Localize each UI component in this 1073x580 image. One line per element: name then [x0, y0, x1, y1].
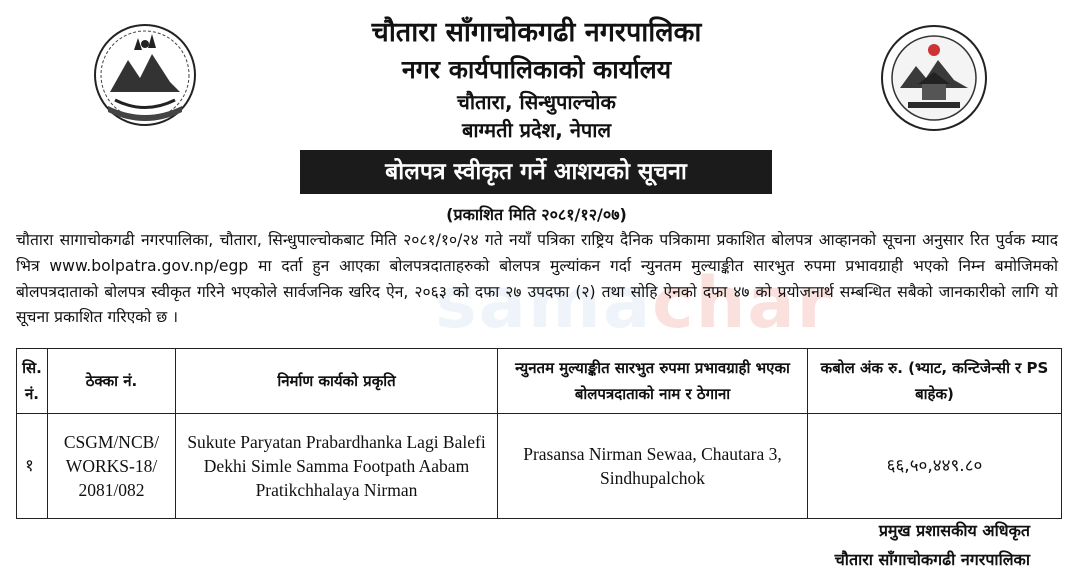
- col-sn: सि. नं.: [17, 349, 48, 414]
- cell-bidder: Prasansa Nirman Sewaa, Chautara 3, Sindhupalchok: [498, 414, 808, 519]
- cell-contract-no: CSGM/NCB/ WORKS-18/ 2081/082: [48, 414, 176, 519]
- watermark-part2: char: [652, 262, 834, 344]
- table-row: [17, 414, 1062, 519]
- cell-sn: १: [17, 414, 48, 519]
- municipality-seal-icon: [878, 22, 990, 134]
- signatory-office: चौतारा साँगाचोकगढी नगरपालिका: [834, 550, 1030, 569]
- nepal-emblem-icon: [90, 20, 200, 130]
- office-name: नगर कार्यपालिकाको कार्यालय: [401, 55, 672, 84]
- table-header-row: [17, 349, 1062, 414]
- cell-amount: ६६,५०,४४९.८०: [808, 414, 1062, 519]
- office-address: चौतारा, सिन्धुपाल्चोक: [457, 90, 616, 114]
- col-amount: कबोल अंक रु. (भ्याट, कन्टिजेन्सी र PS बाहेक): [808, 349, 1062, 414]
- letterhead: [0, 0, 1073, 150]
- org-name: चौतारा साँगाचोकगढी नगरपालिका: [371, 17, 702, 48]
- province-country: बाग्मती प्रदेश, नेपाल: [461, 118, 612, 142]
- award-table: [16, 348, 1062, 519]
- col-bidder: न्युनतम मुल्याङ्कीत सारभुत रुपमा प्रभावग्राही भएका बोलपत्रदाताको नाम र ठेगाना: [498, 349, 808, 414]
- col-work-nature: निर्माण कार्यको प्रकृति: [176, 349, 498, 414]
- published-date: (प्रकाशित मिति २०८१/१२/०७): [446, 205, 627, 224]
- signatory-title: प्रमुख प्रशासकीय अधिकृत: [878, 521, 1030, 540]
- watermark-part1: sama: [435, 262, 653, 344]
- col-contract-no: ठेक्का नं.: [48, 349, 176, 414]
- cell-work-nature: Sukute Paryatan Prabardhanka Lagi Balefi Dekhi Simle Samma Footpath Aabam Pratikchhalaya Nirman: [176, 414, 498, 519]
- notice-body: चौतारा सागाचोकगढी नगरपालिका, चौतारा, सिन्धुपाल्चोकबाट मिति २०८१/१०/२४ गते नयाँ पत्रिका राष्ट्रिय दैनिक पत्रिकामा प्रकाशित बोलपत्र आव्हानको सूचना अनुसार रित पुर्वक म्याद भित्र www.bolpatra.gov.np/egp मा दर्ता हुन आएका बोलपत्रदाताहरुको बोलपत्र मुल्यांकन गर्दा न्युनतम मुल्याङ्कीत सारभुत रुपमा प्रभावग्राही भएको निम्न बमोजिमको बोलपत्रदाताको बोलपत्र स्वीकृत गरिने भएकोले सार्वजनिक खरिद ऐन, २०६३ को दफा २७ उपदफा (२) तथा सोहि ऐनको दफा ४७ को प्रयोजनार्थ सम्बन्धित सबैको जानकारीको लागि यो सूचना प्रकाशित गरिएको छ ।: [16, 231, 1058, 327]
- notice-title: बोलपत्र स्वीकृत गर्ने आशयको सूचना: [300, 150, 772, 194]
